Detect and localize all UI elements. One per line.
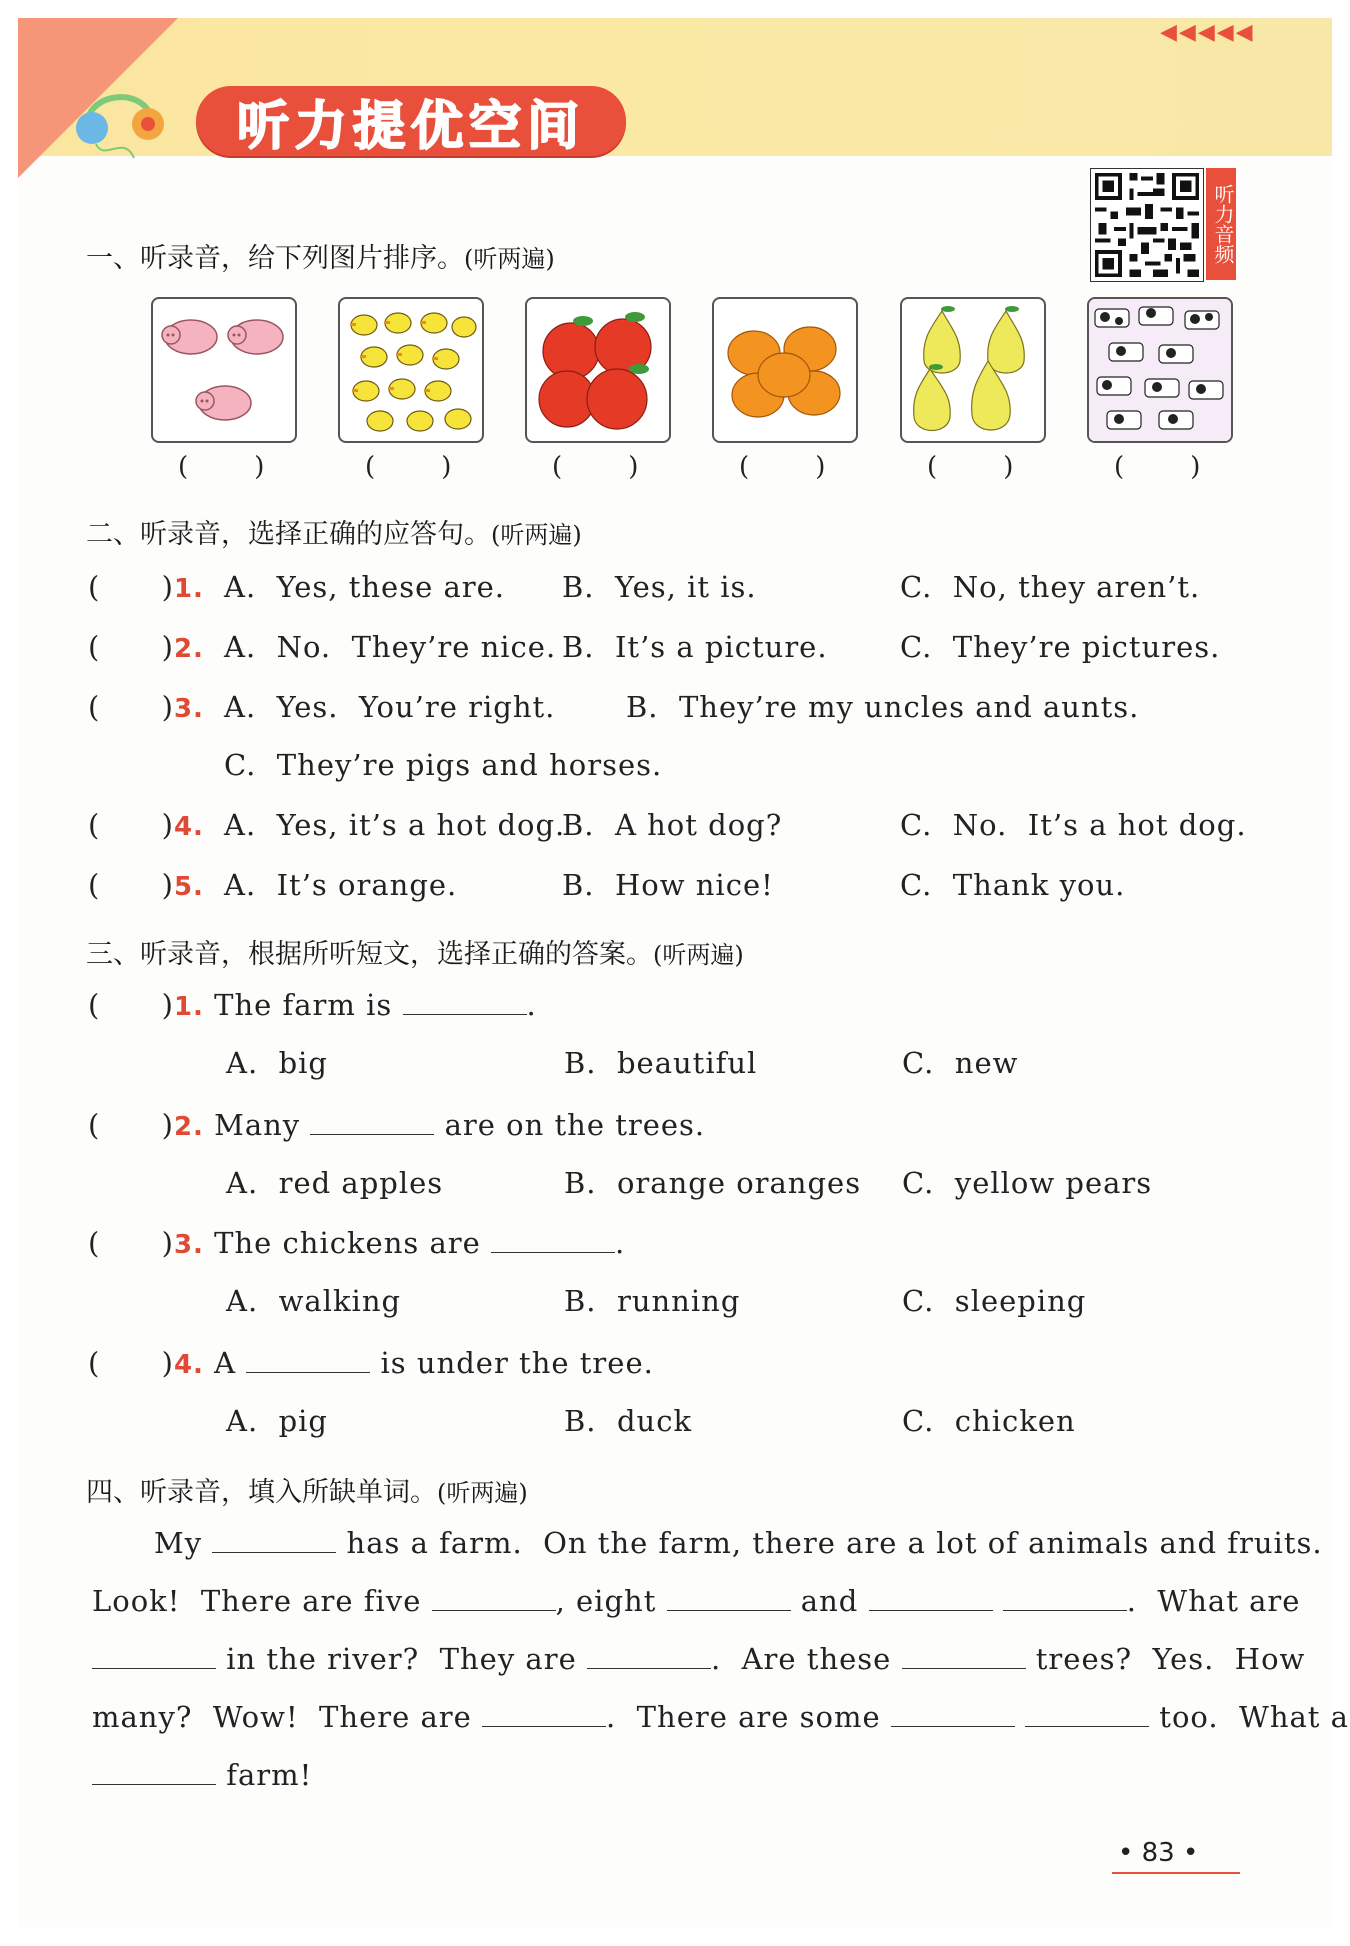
option-a: A. Yes, these are. bbox=[224, 570, 505, 604]
answer-paren[interactable]: ( ) bbox=[88, 690, 174, 724]
option-c: C. new bbox=[902, 1046, 1019, 1080]
question-text: Many bbox=[214, 1108, 311, 1142]
section4-heading bbox=[86, 1470, 528, 1509]
section4-note: (听两遍) bbox=[437, 1479, 528, 1507]
pears-picture bbox=[900, 297, 1046, 443]
passage-line-1 bbox=[154, 1526, 1323, 1560]
question-number: 3. bbox=[173, 694, 204, 724]
answer-paren[interactable]: ( ) bbox=[88, 1226, 174, 1260]
fill-blank[interactable] bbox=[432, 1586, 556, 1611]
option-b: B. A hot dog? bbox=[562, 808, 783, 842]
fill-blank[interactable] bbox=[403, 990, 527, 1015]
fill-blank[interactable] bbox=[891, 1702, 1015, 1727]
question-number: 3. bbox=[173, 1230, 204, 1260]
pigs-picture bbox=[151, 297, 297, 443]
apple-icon bbox=[527, 299, 669, 441]
question-3-1 bbox=[88, 988, 537, 1022]
fill-blank[interactable] bbox=[491, 1228, 615, 1253]
cows-picture bbox=[1087, 297, 1233, 443]
answer-blank-3[interactable]: ( ) bbox=[552, 452, 639, 482]
answer-blank-5[interactable]: ( ) bbox=[927, 452, 1014, 482]
option-c: C. Thank you. bbox=[900, 868, 1126, 902]
duck-icon bbox=[340, 299, 482, 441]
option-c: C. They’re pictures. bbox=[900, 630, 1221, 664]
passage-line-2 bbox=[92, 1584, 1300, 1618]
oranges-picture bbox=[712, 297, 858, 443]
question-text-end: . bbox=[615, 1226, 626, 1260]
passage-text: farm! bbox=[216, 1758, 313, 1792]
ducks-picture bbox=[338, 297, 484, 443]
option-b: B. It’s a picture. bbox=[562, 630, 828, 664]
section2-heading bbox=[86, 512, 582, 551]
cow-icon bbox=[1089, 299, 1231, 441]
passage-text: . There are some bbox=[606, 1700, 891, 1734]
fill-blank[interactable] bbox=[1003, 1586, 1127, 1611]
page-title: 听力提优空间 bbox=[236, 96, 585, 157]
qr-audio-label: 听力音频 bbox=[1206, 168, 1236, 280]
section3-heading bbox=[86, 932, 744, 971]
section1-heading-text: 一、听录音，给下列图片排序。 bbox=[86, 243, 464, 274]
passage-line-3 bbox=[92, 1642, 1305, 1676]
option-a: A. walking bbox=[226, 1284, 402, 1318]
answer-paren[interactable]: ( ) bbox=[88, 630, 174, 664]
section2-heading-text: 二、听录音，选择正确的应答句。 bbox=[86, 519, 491, 550]
fill-blank[interactable] bbox=[587, 1644, 711, 1669]
answer-paren[interactable]: ( ) bbox=[88, 988, 174, 1022]
option-a: A. red apples bbox=[226, 1166, 444, 1200]
fill-blank[interactable] bbox=[667, 1586, 791, 1611]
pig-icon bbox=[153, 299, 295, 441]
fill-blank[interactable] bbox=[482, 1702, 606, 1727]
fill-blank[interactable] bbox=[1025, 1702, 1149, 1727]
passage-text: . What are bbox=[1126, 1584, 1301, 1618]
answer-blank-1[interactable]: ( ) bbox=[178, 452, 265, 482]
option-a: A. Yes, it’s a hot dog. bbox=[224, 808, 566, 842]
qr-code-block[interactable] bbox=[1090, 168, 1238, 282]
option-c: C. yellow pears bbox=[902, 1166, 1153, 1200]
question-number: 4. bbox=[173, 1350, 204, 1380]
option-c: C. chicken bbox=[902, 1404, 1076, 1438]
option-b: B. They’re my uncles and aunts. bbox=[626, 690, 1140, 724]
section2-note: (听两遍) bbox=[491, 521, 582, 549]
question-text: A bbox=[214, 1346, 247, 1380]
question-3-2 bbox=[88, 1108, 705, 1142]
answer-paren[interactable]: ( ) bbox=[88, 1346, 174, 1380]
question-2-1 bbox=[88, 570, 204, 604]
question-number: 1. bbox=[173, 992, 204, 1022]
fill-blank[interactable] bbox=[212, 1528, 336, 1553]
pear-icon bbox=[902, 299, 1044, 441]
passage-text: many? Wow! There are bbox=[92, 1700, 483, 1734]
option-c: C. No, they aren’t. bbox=[900, 570, 1201, 604]
question-2-3 bbox=[88, 690, 204, 724]
apples-picture bbox=[525, 297, 671, 443]
passage-text: trees? Yes. How bbox=[1025, 1642, 1306, 1676]
passage-text: My bbox=[154, 1526, 213, 1560]
option-b: B. orange oranges bbox=[564, 1166, 862, 1200]
section4-heading-text: 四、听录音，填入所缺单词。 bbox=[86, 1477, 437, 1508]
question-number: 1. bbox=[173, 574, 204, 604]
question-text: The chickens are bbox=[214, 1226, 492, 1260]
option-a: A. pig bbox=[226, 1404, 329, 1438]
qr-code-icon[interactable] bbox=[1090, 168, 1204, 282]
option-a: A. It’s orange. bbox=[224, 868, 458, 902]
question-number: 5. bbox=[173, 872, 204, 902]
answer-paren[interactable]: ( ) bbox=[88, 808, 174, 842]
question-text-end: are on the trees. bbox=[434, 1108, 706, 1142]
question-number: 2. bbox=[173, 634, 204, 664]
option-b: B. Yes, it is. bbox=[562, 570, 757, 604]
passage-text: . Are these bbox=[710, 1642, 902, 1676]
question-2-5 bbox=[88, 868, 204, 902]
passage-text: , eight bbox=[555, 1584, 667, 1618]
passage-text: too. What a bbox=[1149, 1700, 1349, 1734]
fill-blank[interactable] bbox=[246, 1348, 370, 1373]
option-b: B. beautiful bbox=[564, 1046, 758, 1080]
option-a: A. big bbox=[226, 1046, 329, 1080]
page-number: • 83 • bbox=[1118, 1838, 1199, 1868]
section3-heading-text: 三、听录音，根据所听短文，选择正确的答案。 bbox=[86, 939, 653, 970]
fill-blank[interactable] bbox=[869, 1586, 993, 1611]
option-a: A. No. They’re nice. bbox=[224, 630, 557, 664]
headphone-icon bbox=[74, 74, 164, 164]
question-3-3 bbox=[88, 1226, 625, 1260]
fill-blank[interactable] bbox=[92, 1644, 216, 1669]
passage-line-5 bbox=[92, 1758, 312, 1792]
fill-blank[interactable] bbox=[310, 1110, 434, 1135]
option-c: C. sleeping bbox=[902, 1284, 1087, 1318]
answer-blank-6[interactable]: ( ) bbox=[1114, 452, 1201, 482]
passage-text: Look! There are five bbox=[92, 1584, 432, 1618]
answer-blank-4[interactable]: ( ) bbox=[739, 452, 826, 482]
orange-icon bbox=[714, 299, 856, 441]
section1-heading bbox=[86, 236, 555, 275]
question-text-end: . bbox=[526, 988, 537, 1022]
option-b: B. duck bbox=[564, 1404, 693, 1438]
question-2-2 bbox=[88, 630, 204, 664]
passage-line-4 bbox=[92, 1700, 1349, 1734]
passage-text: and bbox=[790, 1584, 869, 1618]
option-c: C. No. It’s a hot dog. bbox=[900, 808, 1247, 842]
option-b: B. running bbox=[564, 1284, 741, 1318]
question-text: The farm is bbox=[214, 988, 403, 1022]
fill-blank[interactable] bbox=[92, 1760, 216, 1785]
section3-note: (听两遍) bbox=[653, 941, 744, 969]
answer-paren[interactable]: ( ) bbox=[88, 868, 174, 902]
fill-blank[interactable] bbox=[902, 1644, 1026, 1669]
question-2-4 bbox=[88, 808, 204, 842]
question-number: 4. bbox=[173, 812, 204, 842]
question-number: 2. bbox=[173, 1112, 204, 1142]
option-c: C. They’re pigs and horses. bbox=[224, 748, 663, 782]
question-3-4 bbox=[88, 1346, 654, 1380]
section1-note: (听两遍) bbox=[464, 245, 555, 273]
answer-paren[interactable]: ( ) bbox=[88, 1108, 174, 1142]
page-number-underline bbox=[1112, 1872, 1240, 1874]
passage-text: has a farm. On the farm, there are a lot of animals and fruits. bbox=[336, 1526, 1323, 1560]
answer-paren[interactable]: ( ) bbox=[88, 570, 174, 604]
section-title-banner bbox=[196, 86, 626, 156]
option-a: A. Yes. You’re right. bbox=[224, 690, 556, 724]
answer-blank-2[interactable]: ( ) bbox=[365, 452, 452, 482]
arrows-decoration: ◀◀◀◀◀ bbox=[1160, 20, 1255, 45]
question-text-end: is under the tree. bbox=[370, 1346, 654, 1380]
passage-text: in the river? They are bbox=[216, 1642, 587, 1676]
option-b: B. How nice! bbox=[562, 868, 774, 902]
